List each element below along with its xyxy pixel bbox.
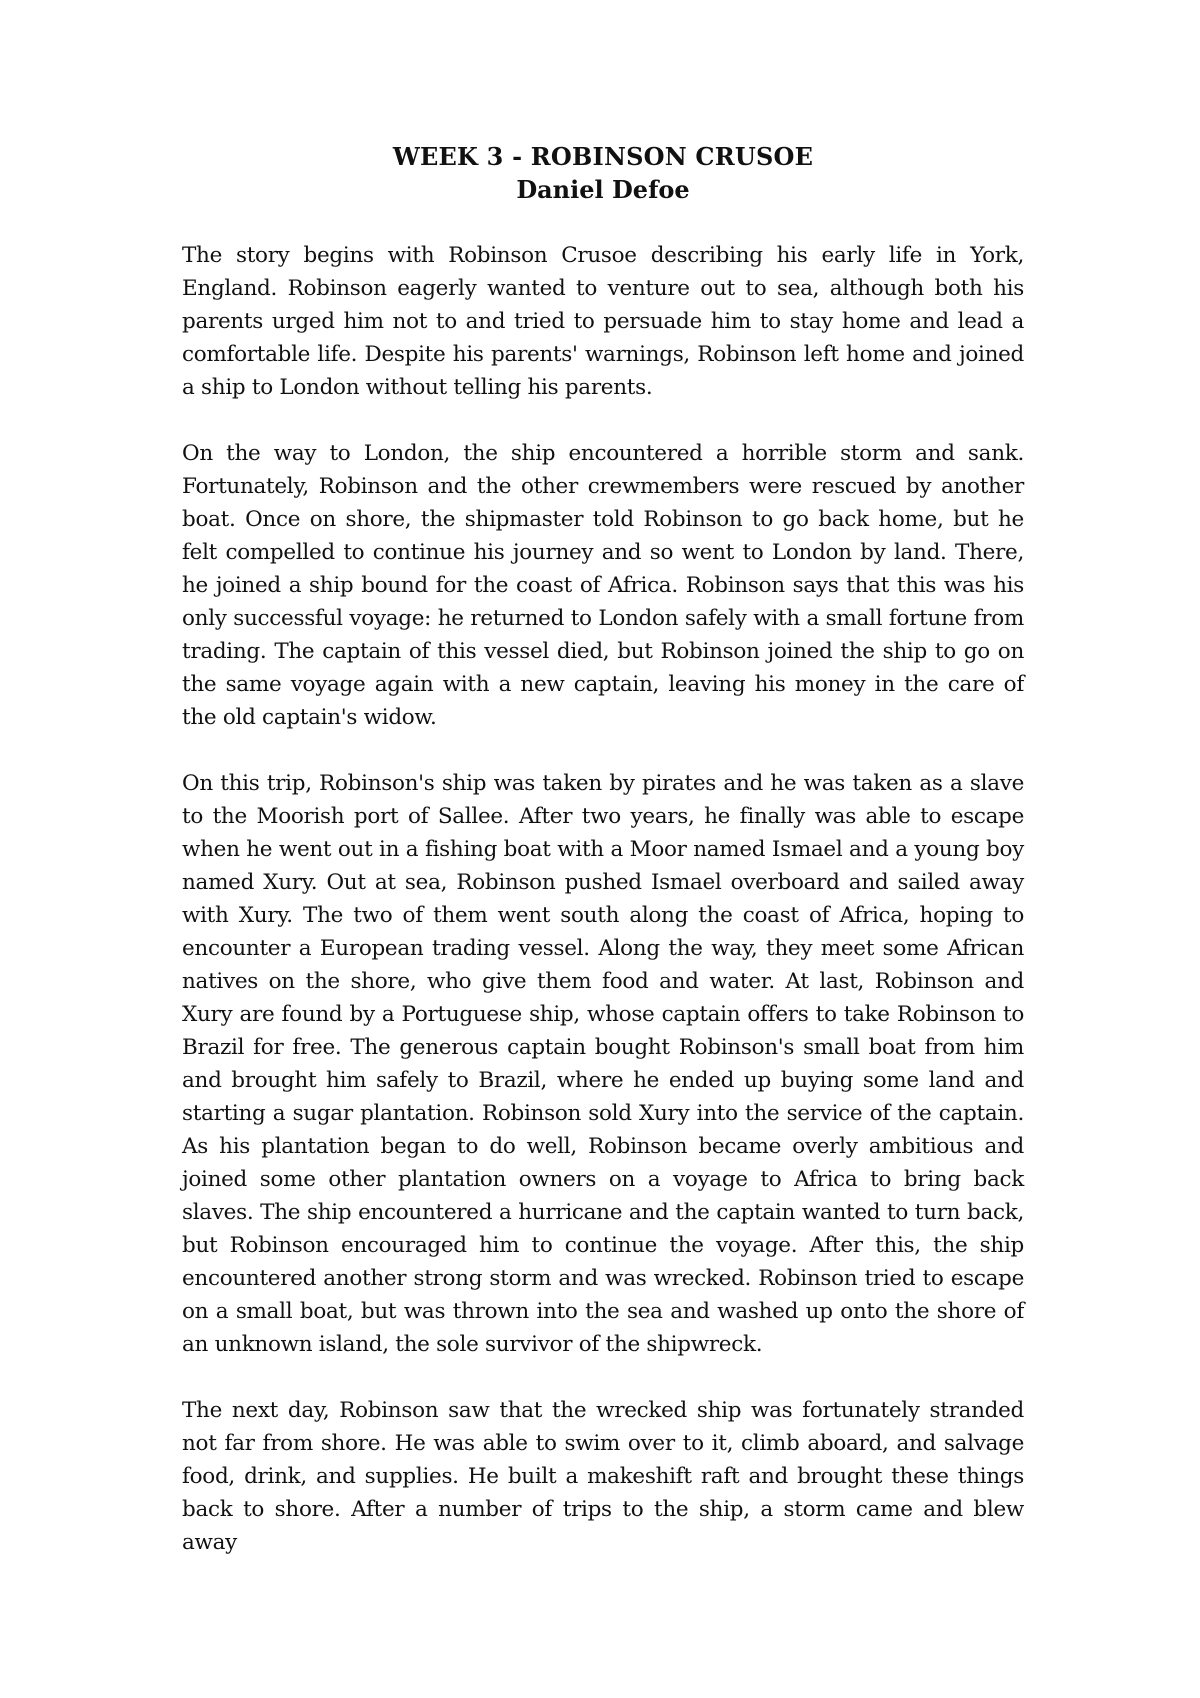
paragraph: On this trip, Robinson's ship was taken by pirates and he was taken as a slave to the Moorish port of Sallee. After two years, he finally was able to escape when he went out in a fishing boat with a Moor named Ismael and a young boy named Xury. Out at sea, Robinson pushed Ismael overboard and sailed away with Xury. The two of them went south along the coast of Africa, hoping to encounter a European trading vessel. Along the way, they meet some African natives on the shore, who give them food and water. At last, Robinson and Xury are found by a Portuguese ship, whose captain offers to take Robinson to Brazil for free. The generous captain bought Robinson's small boat from him and brought him safely to Brazil, where he ended up buying some land and starting a sugar plantation. Robinson sold Xury into the service of the captain. As his plantation began to do well, Robinson became overly ambitious and joined some other plantation owners on a voyage to Africa to bring back slaves. The ship encountered a hurricane and the captain wanted to turn back, but Robinson encouraged him to continue the voyage. After this, the ship encountered another strong storm and was wrecked. Robinson tried to escape on a small boat, but was thrown into the sea and washed up onto the shore of an unknown island, the sole survivor of the shipwreck. [182,771,1024,1357]
paragraph: On the way to London, the ship encountered a horrible storm and sank. Fortunately, Robinson and the other crewmembers were rescued by another boat. Once on shore, the shipmaster told Robinson to go back home, but he felt compelled to continue his journey and so went to London by land. There, he joined a ship bound for the coast of Africa. Robinson says that this was his only successful voyage: he returned to London safely with a small fortune from trading. The captain of this vessel died, but Robinson joined the ship to go on the same voyage again with a new captain, leaving his money in the care of the old captain's widow. [182,441,1024,730]
document-author: Daniel Defoe [516,175,690,204]
document-content [182,140,1024,1559]
document-body [182,239,1024,1559]
paragraph: The story begins with Robinson Crusoe describing his early life in York, England. Robinson eagerly wanted to venture out to sea, although both his parents urged him not to and tried to persuade him to stay home and lead a comfortable life. Despite his parents' warnings, Robinson left home and joined a ship to London without telling his parents. [182,243,1024,400]
document-title: WEEK 3 - ROBINSON CRUSOE [392,142,814,171]
paragraph: The next day, Robinson saw that the wrecked ship was fortunately stranded not far from shore. He was able to swim over to it, climb aboard, and salvage food, drink, and supplies. He built a makeshift raft and brought these things back to shore. After a number of trips to the ship, a storm came and blew away [182,1398,1024,1555]
